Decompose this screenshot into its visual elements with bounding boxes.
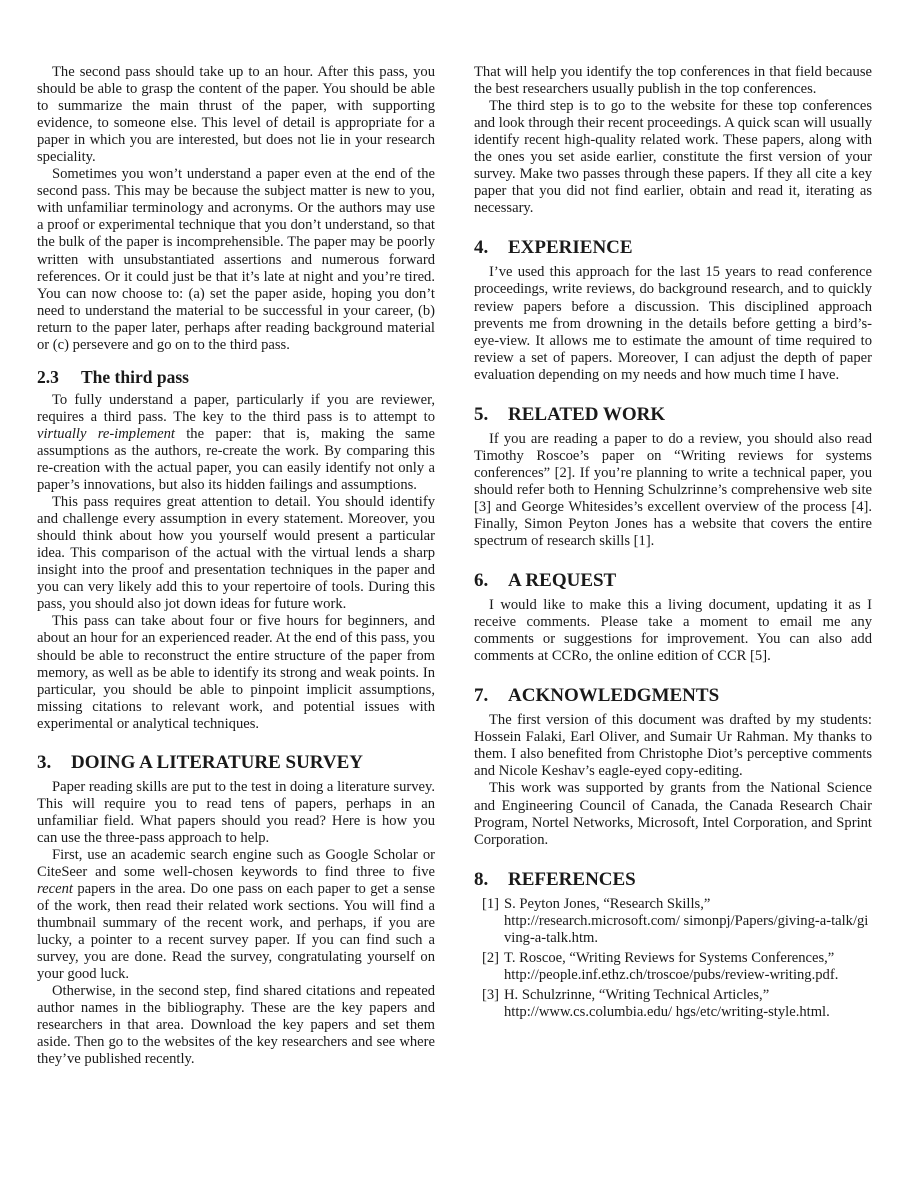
paragraph-related-work: If you are reading a paper to do a review, you should also read Timothy Roscoe’s paper on “Writing reviews for systems conferences” [2]. If you’re planning to write a technical paper, you should refer both to Henning Schulzrinne’s comprehensive web site [3] and George Whitesides’s excellent overview of the process [4]. Finally, Simon Peyton Jones has a website that covers the entire spectrum of research skills [1]. [474,430,872,550]
paragraph-third-step: The third step is to go to the website for these top conferences and look through their recent proceedings. A quick scan will usually identify recent high-quality related work. These papers, along with the ones you set aside earlier, constitute the first version of your survey. Make two passes through these papers. If they all cite a key paper that you did not find earlier, obtain and read it, iterating as necessary. [474,98,872,217]
reference-item [474,950,872,984]
reference-number: [1] [482,895,500,912]
section-heading-related-work [474,404,872,426]
section-heading-literature-survey [37,752,435,774]
section-number: 4. [474,237,489,259]
reference-text: H. Schulzrinne, “Writing Technical Articles,” [504,986,770,1003]
section-heading-references [474,869,872,891]
section-number: 3. [37,751,52,773]
reference-item [474,896,872,947]
section-title: DOING A LITERATURE SURVEY [71,751,363,773]
section-title: RELATED WORK [508,403,666,425]
paragraph-attention-detail: This pass requires great attention to detail. You should identify and challenge every assumption in every statement. Moreover, you should think about how you yourself would present a particular idea. This comparison of the actual with the virtual lends a sharp insight into the proof and presentation techniques in the paper and you can very likely add this to your repertoire of tools. During this pass, you should also jot down ideas for future work. [37,494,435,613]
paragraph-survey-intro: Paper reading skills are put to the test in doing a literature survey. This will require you to read tens of papers, perhaps in an unfamiliar field. What papers should you read? Here is how you can use the three-pass approach to help. [37,778,435,846]
paragraph-pass-duration: This pass can take about four or five hours for beginners, and about an hour for an experienced reader. At the end of this pass, you should be able to reconstruct the entire structure of the paper from memory, as well as be able to identify its strong and weak points. In particular, you should be able to pinpoint implicit assumptions, missing citations to relevant work, and potential issues with experimental or analytical techniques. [37,613,435,732]
section-heading-third-pass [37,367,435,388]
emphasis-virtually-reimplement: virtually re-implement [37,425,175,442]
right-column [474,64,872,1024]
paragraph-acknowledgments-students: The first version of this document was drafted by my students: Hossein Falaki, Earl Oliver, and Sumair Ur Rahman. My thanks to them. I also benefited from Christophe Diot’s perceptive comments and Nicole Keshav’s eagle-eyed copy-editing. [474,712,872,780]
reference-number: [2] [482,949,500,966]
reference-list [474,896,872,1021]
paragraph-survey-first-step: First, use an academic search engine such as Google Scholar or CiteSeer and some well-chosen keywords to find three to five recent papers in the area. Do one pass on each paper to get a sense of the work, then read their related work sections. You will find a thumbnail summary of the recent work, and perhaps, if you are lucky, a pointer to a recent survey paper. If you can find such a survey, you are done. Read the survey, congratulating yourself on your good luck. [37,846,435,983]
section-heading-request [474,570,872,592]
section-number: 7. [474,685,489,707]
section-title: ACKNOWLEDGMENTS [508,685,720,707]
section-number: 8. [474,868,489,890]
section-heading-experience [474,237,872,259]
section-number: 2.3 [37,366,59,387]
left-column [37,64,435,1069]
paragraph-not-understanding: Sometimes you won’t understand a paper even at the end of the second pass. This may be because the subject matter is new to you, with unfamiliar terminology and acronyms. Or the authors may use a proof or experimental technique that you don’t understand, so that the bulk of the paper is incomprehensible. The paper may be poorly written with unsubstantiated assertions and numerous forward references. Or it could just be that it’s late at night and you’re tired. You can now choose to: (a) set the paper aside, hoping you don’t need to understand the material to be successful in your career, (b) return to the paper later, perhaps after reading background material or (c) persevere and go on to the third pass. [37,166,435,353]
reference-url[interactable]: http://research.microsoft.com/ simonpj/Papers/giving-a-talk/giving-a-talk.htm. [504,912,869,946]
section-heading-acknowledgments [474,685,872,707]
paragraph-acknowledgments-funding: This work was supported by grants from the National Science and Engineering Council of Canada, the Canada Research Chair Program, Nortel Networks, Microsoft, Intel Corporation, and Sprint Corporation. [474,780,872,848]
paragraph-second-pass: The second pass should take up to an hour. After this pass, you should be able to grasp the content of the paper. You should be able to summarize the main thrust of the paper, with supporting evidence, to someone else. This level of detail is appropriate for a paper in which you are interested, but does not lie in your research speciality. [37,64,435,166]
section-title: The third pass [81,366,189,387]
paragraph-request: I would like to make this a living document, updating it as I receive comments. Please take a moment to email me any comments or suggestions for improvement. You can also add comments at CCRo, the online edition of CCR [5]. [474,597,872,665]
paragraph-experience: I’ve used this approach for the last 15 years to read conference proceedings, write reviews, do background research, and to quickly review papers before a discussion. This disciplined approach prevents me from drowning in the details before getting a bird’s-eye-view. It allows me to estimate the amount of time required to review a set of papers. Moreover, I can adjust the depth of paper evaluation depending on my needs and how much time I have. [474,264,872,383]
reference-url[interactable]: http://people.inf.ethz.ch/troscoe/pubs/review-writing.pdf. [504,966,839,983]
section-title: A REQUEST [508,570,617,592]
reference-text: S. Peyton Jones, “Research Skills,” [504,895,711,912]
reference-number: [3] [482,986,500,1003]
emphasis-recent: recent [37,881,73,898]
paragraph-survey-second-step: Otherwise, in the second step, find shared citations and repeated author names in the bibliography. These are the key papers and researchers in that area. Download the key papers and set them aside. Then go to the websites of the key researchers and see where they’ve published recently. [37,983,435,1068]
section-title: EXPERIENCE [508,237,633,259]
paragraph-third-pass-intro: To fully understand a paper, particularly if you are reviewer, requires a third pass. The key to the third pass is to attempt to virtually re-implement the paper: that is, making the same assumptions as the authors, re-create the work. By comparing this re-creation with the actual paper, you can easily identify not only a paper’s innovations, but also its hidden failings and assumptions. [37,391,435,494]
reference-item [474,987,872,1021]
paragraph-top-conferences: That will help you identify the top conferences in that field because the best researchers usually publish in the top conferences. [474,64,872,98]
section-number: 5. [474,403,489,425]
reference-text: T. Roscoe, “Writing Reviews for Systems Conferences,” [504,949,835,966]
section-title: REFERENCES [508,868,636,890]
reference-url[interactable]: http://www.cs.columbia.edu/ hgs/etc/writing-style.html. [504,1003,830,1020]
section-number: 6. [474,570,489,592]
